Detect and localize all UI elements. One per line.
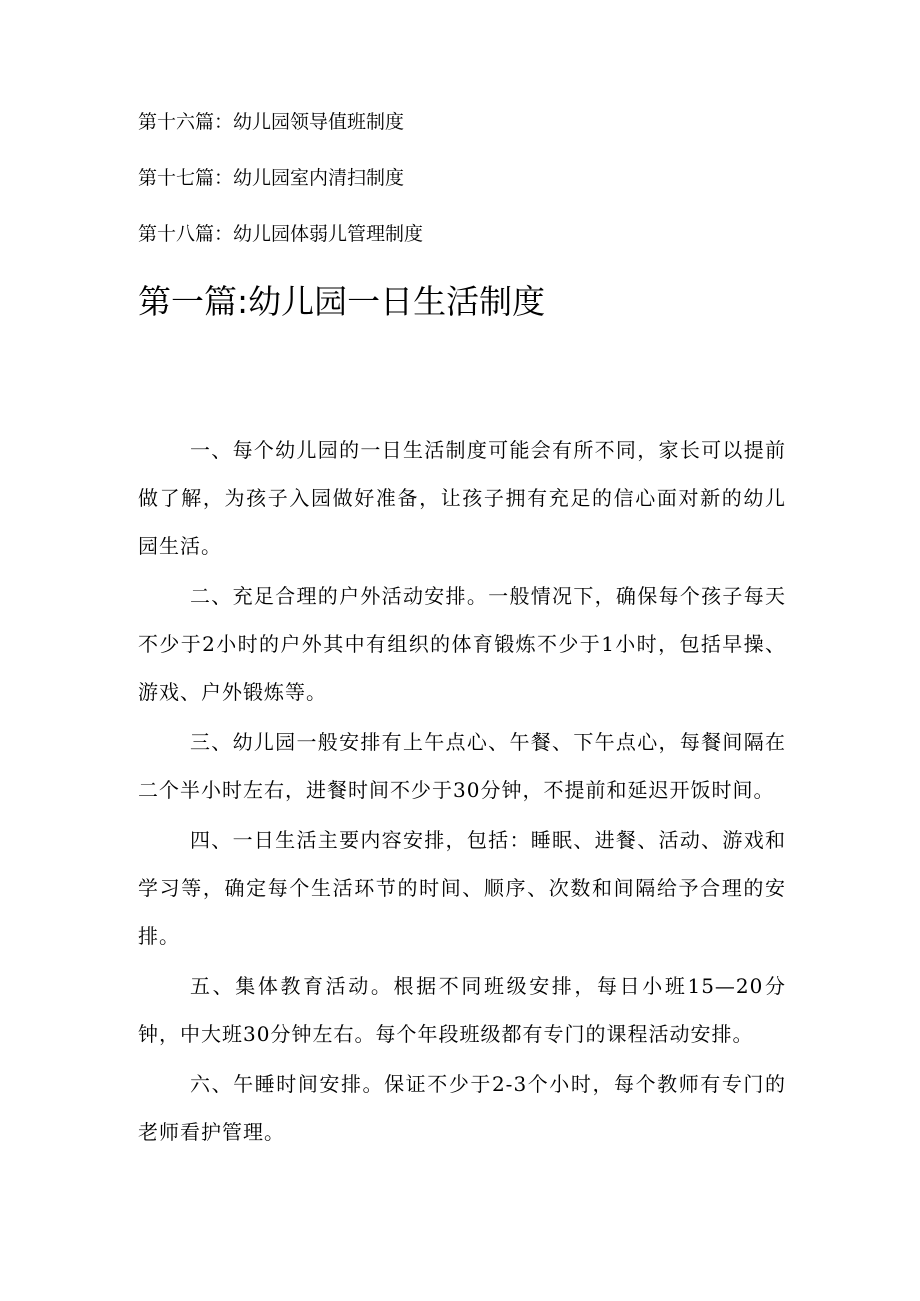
paragraph: 一、每个幼儿园的一日生活制度可能会有所不同，家长可以提前做了解，为孩子入园做好准备，让孩子拥有充足的信心面对新的幼儿园生活。	[138, 438, 786, 558]
section-title: 第一篇:幼儿园一日生活制度	[138, 282, 546, 321]
paragraph: 四、一日生活主要内容安排，包括：睡眠、进餐、活动、游戏和学习等，确定每个生活环节的时间、顺序、次数和间隔给予合理的安排。	[138, 828, 786, 948]
paragraph: 六、午睡时间安排。保证不少于2-3个小时，每个教师有专门的老师看护管理。	[138, 1072, 786, 1144]
body-text	[138, 426, 786, 1158]
paragraph: 二、充足合理的户外活动安排。一般情况下，确保每个孩子每天不少于2小时的户外其中有组织的体育锻炼不少于1小时，包括早操、游戏、户外锻炼等。	[138, 584, 786, 704]
toc-item: 第十八篇：幼儿园体弱儿管理制度	[138, 223, 424, 245]
toc-item: 第十六篇：幼儿园领导值班制度	[138, 111, 405, 133]
paragraph: 三、幼儿园一般安排有上午点心、午餐、下午点心，每餐间隔在二个半小时左右，进餐时间不少于30分钟，不提前和延迟开饭时间。	[138, 730, 786, 802]
toc-item: 第十七篇：幼儿园室内清扫制度	[138, 167, 405, 189]
paragraph: 五、集体教育活动。根据不同班级安排，每日小班15—20分钟，中大班30分钟左右。每个年段班级都有专门的课程活动安排。	[138, 974, 786, 1046]
